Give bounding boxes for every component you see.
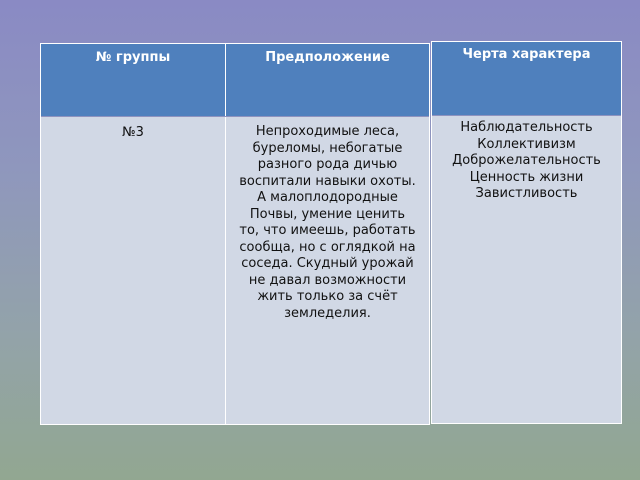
trait-item: Коллективизм [477, 136, 576, 152]
assumption-line: Почвы, умение ценить [249, 206, 406, 222]
assumption-line: Непроходимые леса, [255, 124, 400, 139]
group-number-cell: №3 [41, 117, 226, 424]
group-number-header: № группы [41, 44, 226, 116]
trait-item: Доброжелательность [452, 153, 601, 168]
assumption-line: земледелия. [284, 305, 371, 321]
assumption-line: жить только за счёт [257, 289, 398, 304]
assumption-line: А малоплодородные [257, 190, 398, 205]
trait-item: Наблюдательность [460, 120, 593, 135]
assumption-header: Предположение [226, 44, 429, 116]
assumption-line: буреломы, небогатые [252, 140, 403, 156]
assumption-line: то, что имеешь, работать [239, 223, 416, 238]
trait-item: Ценность жизни [469, 169, 584, 185]
assumption-line: соседа. Скудный урожай [241, 256, 414, 271]
assumption-line: разного рода дичью [257, 157, 398, 172]
assumption-line: воспитали навыки охоты. [239, 173, 416, 189]
assumption-line: сообща, но с оглядкой на [239, 239, 416, 255]
assumption-line: не давал возможности [248, 272, 407, 288]
character-trait-table [431, 41, 622, 424]
assumption-cell [226, 117, 429, 424]
trait-item: Завистливость [475, 186, 578, 201]
assumption-table [40, 43, 430, 425]
character-trait-header: Черта характера [432, 42, 621, 115]
character-trait-cell [432, 116, 621, 423]
